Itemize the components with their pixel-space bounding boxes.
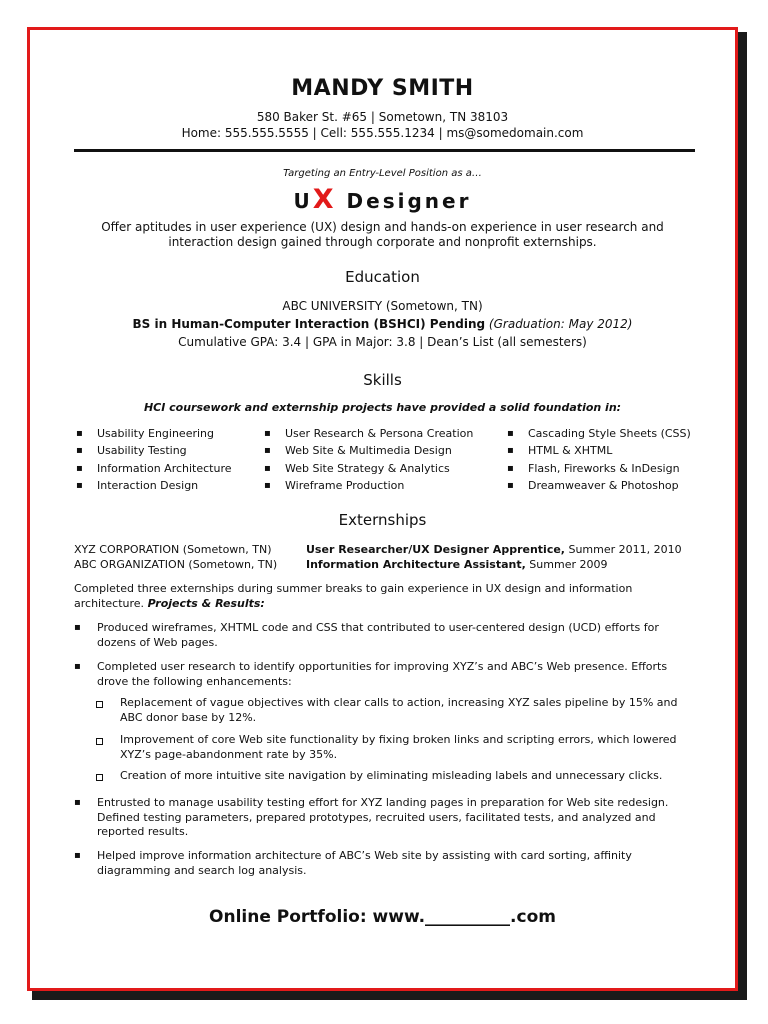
skills-column-3 xyxy=(507,425,691,494)
skills-column-2 xyxy=(264,425,473,494)
result-bullet: ▪ Produced wireframes, XHTML code and CSS that contributed to user-centered design (UCD) efforts for dozens of Web pages. xyxy=(74,621,699,650)
education-gpa: Cumulative GPA: 3.4 | GPA in Major: 3.8 | Dean’s List (all semesters) xyxy=(178,335,587,349)
job-role-line xyxy=(306,558,607,571)
job-dates: Summer 2009 xyxy=(525,558,608,571)
address-line: 580 Baker St. #65 | Sometown, TN 38103 xyxy=(256,110,509,124)
candidate-name: MANDY SMITH xyxy=(291,76,474,101)
skill-item: ▪ Web Site & Multimedia Design xyxy=(264,442,473,459)
job-title-u: U xyxy=(293,189,313,213)
skill-item: ▪ User Research & Persona Creation xyxy=(264,425,473,442)
skill-item: ▪ Interaction Design xyxy=(76,477,232,494)
job-organization: XYZ CORPORATION (Sometown, TN) xyxy=(74,543,272,556)
result-sub-bullet: Creation of more intuitive site navigation by eliminating misleading labels and unnecessary clicks. xyxy=(96,769,699,784)
education-school: ABC UNIVERSITY (Sometown, TN) xyxy=(282,299,483,313)
header-divider xyxy=(74,149,695,152)
skill-item: ▪ Information Architecture xyxy=(76,460,232,477)
education-degree: BS in Human-Computer Interaction (BSHCI) Pending xyxy=(132,317,486,331)
skill-item: ▪ Cascading Style Sheets (CSS) xyxy=(507,425,691,442)
online-portfolio: Online Portfolio: www.__________.com xyxy=(209,907,556,927)
externships-summary-text: Completed three externships during summer breaks to gain experience in UX design and information architecture. xyxy=(74,582,633,610)
skill-item: ▪ Usability Engineering xyxy=(76,425,232,442)
skills-column-1 xyxy=(76,425,232,494)
education-graduation: (Graduation: May 2012) xyxy=(488,317,633,331)
skill-item: ▪ HTML & XHTML xyxy=(507,442,691,459)
resume-page xyxy=(27,27,738,991)
result-bullet: ▪ Entrusted to manage usability testing effort for XYZ landing pages in preparation for Web site redesign. Defined testing parameters, prepared prototypes, recruited users, facilitated tests, and analyzed and reported results. xyxy=(74,796,699,840)
result-bullet: ▪ Helped improve information architecture of ABC’s Web site by assisting with card sorting, affinity diagramming and search log analysis. xyxy=(74,849,699,878)
job-title xyxy=(30,184,735,215)
target-line: Targeting an Entry-Level Position as a… xyxy=(283,168,482,179)
skill-item: ▪ Web Site Strategy & Analytics xyxy=(264,460,473,477)
job-role: User Researcher/UX Designer Apprentice, xyxy=(306,543,565,556)
job-role: Information Architecture Assistant, xyxy=(306,558,526,571)
externships-heading: Externships xyxy=(338,511,427,529)
job-title-rest: Designer xyxy=(336,189,472,213)
contact-line: Home: 555.555.5555 | Cell: 555.555.1234 | ms@somedomain.com xyxy=(181,126,584,140)
result-sub-bullet: Improvement of core Web site functionality by fixing broken links and scripting errors, which lowered XYZ’s page-abandonment rate by 35%. xyxy=(96,733,699,762)
skill-item: ▪ Dreamweaver & Photoshop xyxy=(507,477,691,494)
education-heading: Education xyxy=(345,268,420,286)
job-dates: Summer 2011, 2010 xyxy=(564,543,682,556)
skill-item: ▪ Usability Testing xyxy=(76,442,232,459)
skill-item: ▪ Flash, Fireworks & InDesign xyxy=(507,460,691,477)
skills-intro: HCI coursework and externship projects have provided a solid foundation in: xyxy=(143,401,622,414)
job-title-x: X xyxy=(312,184,337,215)
skill-item: ▪ Wireframe Production xyxy=(264,477,473,494)
education-degree-line xyxy=(30,317,735,331)
job-role-line xyxy=(306,543,682,556)
projects-results-label: Projects & Results: xyxy=(147,596,265,610)
externships-summary xyxy=(74,582,699,611)
result-sub-bullet: Replacement of vague objectives with clear calls to action, increasing XYZ sales pipeline by 15% and ABC donor base by 12%. xyxy=(96,696,699,725)
result-bullet: ▪ Completed user research to identify opportunities for improving XYZ’s and ABC’s Web presence. Efforts drove the following enhancements: xyxy=(74,660,699,689)
objective-summary: Offer aptitudes in user experience (UX) design and hands-on experience in user research and interaction design gained through corporate and nonprofit externships. xyxy=(101,220,664,249)
job-organization: ABC ORGANIZATION (Sometown, TN) xyxy=(74,558,278,571)
skills-heading: Skills xyxy=(363,371,402,389)
